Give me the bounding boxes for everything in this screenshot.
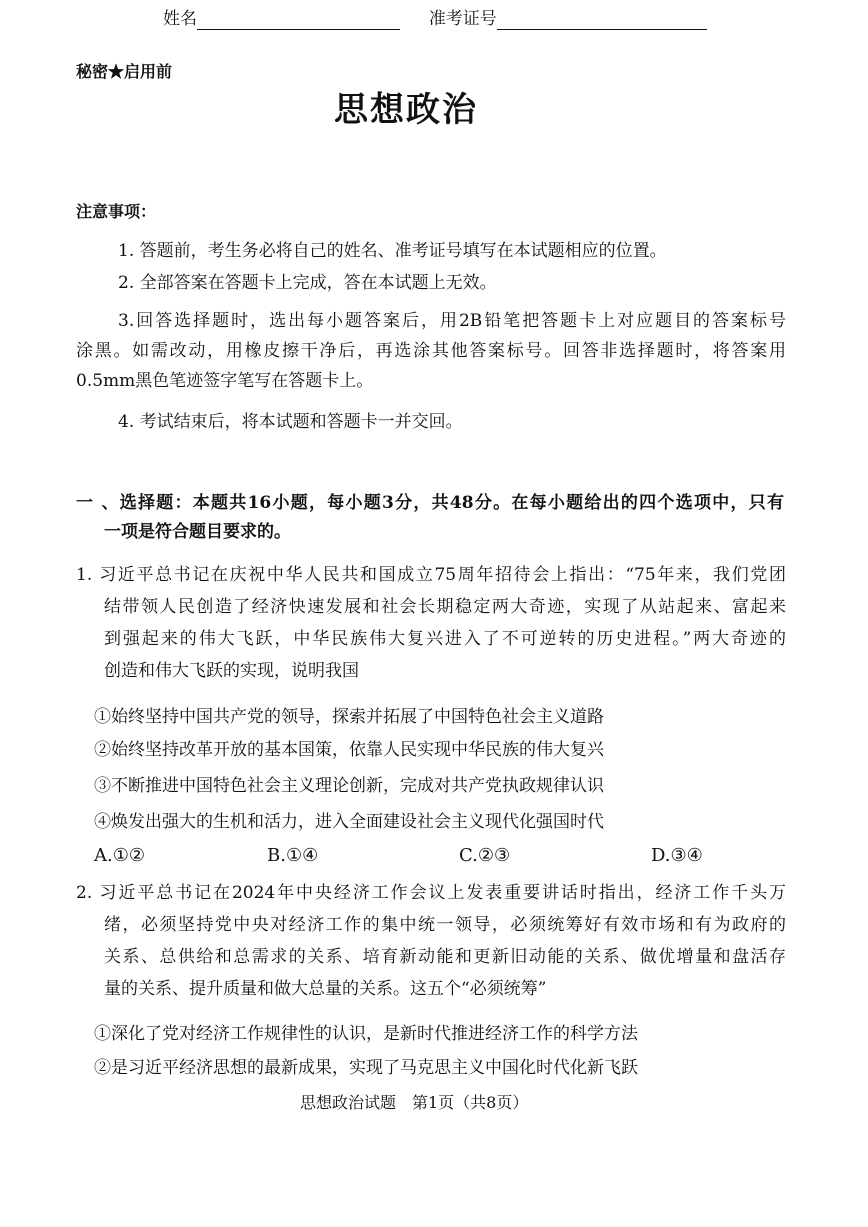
notice-item: 2. 全部答案在答题卡上完成，答在本试题上无效。: [118, 273, 497, 293]
id-label: 准考证号: [428, 9, 497, 29]
notice-item: 4. 考试结束后，将本试题和答题卡一并交回。: [118, 412, 463, 432]
notice-heading: 注意事项：: [76, 202, 157, 221]
name-blank: [197, 11, 400, 30]
q2-stem: 量的关系、提升质量和做大总量的关系。这五个“必须统筹”: [104, 979, 547, 999]
q1-statement: ③不断推进中国特色社会主义理论创新，完成对共产党执政规律认识: [94, 776, 604, 796]
q1-stem: 创造和伟大飞跃的实现，说明我国: [104, 661, 359, 681]
q1-option-d: D.③④: [651, 845, 703, 866]
exam-header: [163, 8, 707, 30]
q1-option-a: A.①②: [94, 845, 145, 866]
q2-statement: ②是习近平经济思想的最新成果，实现了马克思主义中国化时代化新飞跃: [94, 1058, 638, 1078]
q1-statement: ④焕发出强大的生机和活力，进入全面建设社会主义现代化强国时代: [94, 812, 604, 832]
q1-stem: 结带领人民创造了经济快速发展和社会长期稳定两大奇迹，实现了从站起来、富起来: [104, 597, 786, 617]
section-heading: 一 、选择题：本题共16小题，每小题3分，共48分。在每小题给出的四个选项中，只有: [76, 493, 784, 513]
page-footer: 思想政治试题 第1页（共8页）: [300, 1093, 529, 1112]
notice-item: 3.回答选择题时，选出每小题答案后，用2B铅笔把答题卡上对应题目的答案标号: [118, 311, 786, 331]
q1-option-b: B.①④: [267, 845, 319, 866]
section-heading-cont: 一项是符合题目要求的。: [104, 522, 291, 542]
q2-stem: 关系、总供给和总需求的关系、培育新动能和更新旧动能的关系、做优增量和盘活存: [104, 947, 786, 967]
page-title: 思想政治: [334, 90, 478, 130]
id-blank: [497, 11, 707, 30]
q1-statement: ②始终坚持改革开放的基本国策，依靠人民实现中华民族的伟大复兴: [94, 740, 604, 760]
q1-stem: 1. 习近平总书记在庆祝中华人民共和国成立75周年招待会上指出：“75年来，我们党团: [76, 565, 786, 585]
q1-stem: 到强起来的伟大飞跃，中华民族伟大复兴进入了不可逆转的历史进程。”两大奇迹的: [104, 629, 786, 649]
q2-stem: 2. 习近平总书记在2024年中央经济工作会议上发表重要讲话时指出，经济工作千头万: [76, 883, 786, 903]
notice-item-cont: 涂黑。如需改动，用橡皮擦干净后，再选涂其他答案标号。回答非选择题时，将答案用: [76, 341, 786, 361]
notice-item-cont: 0.5mm黑色笔迹签字笔写在答题卡上。: [76, 371, 374, 391]
secret-mark: 秘密★启用前: [76, 62, 173, 81]
q1-statement: ①始终坚持中国共产党的领导，探索并拓展了中国特色社会主义道路: [94, 707, 604, 727]
q2-stem: 绪，必须坚持党中央对经济工作的集中统一领导，必须统筹好有效市场和有为政府的: [104, 915, 786, 935]
notice-item: 1. 答题前，考生务必将自己的姓名、准考证号填写在本试题相应的位置。: [118, 241, 667, 261]
q1-option-c: C.②③: [459, 845, 511, 866]
q2-statement: ①深化了党对经济工作规律性的认识，是新时代推进经济工作的科学方法: [94, 1024, 638, 1044]
name-label: 姓名: [163, 9, 197, 29]
